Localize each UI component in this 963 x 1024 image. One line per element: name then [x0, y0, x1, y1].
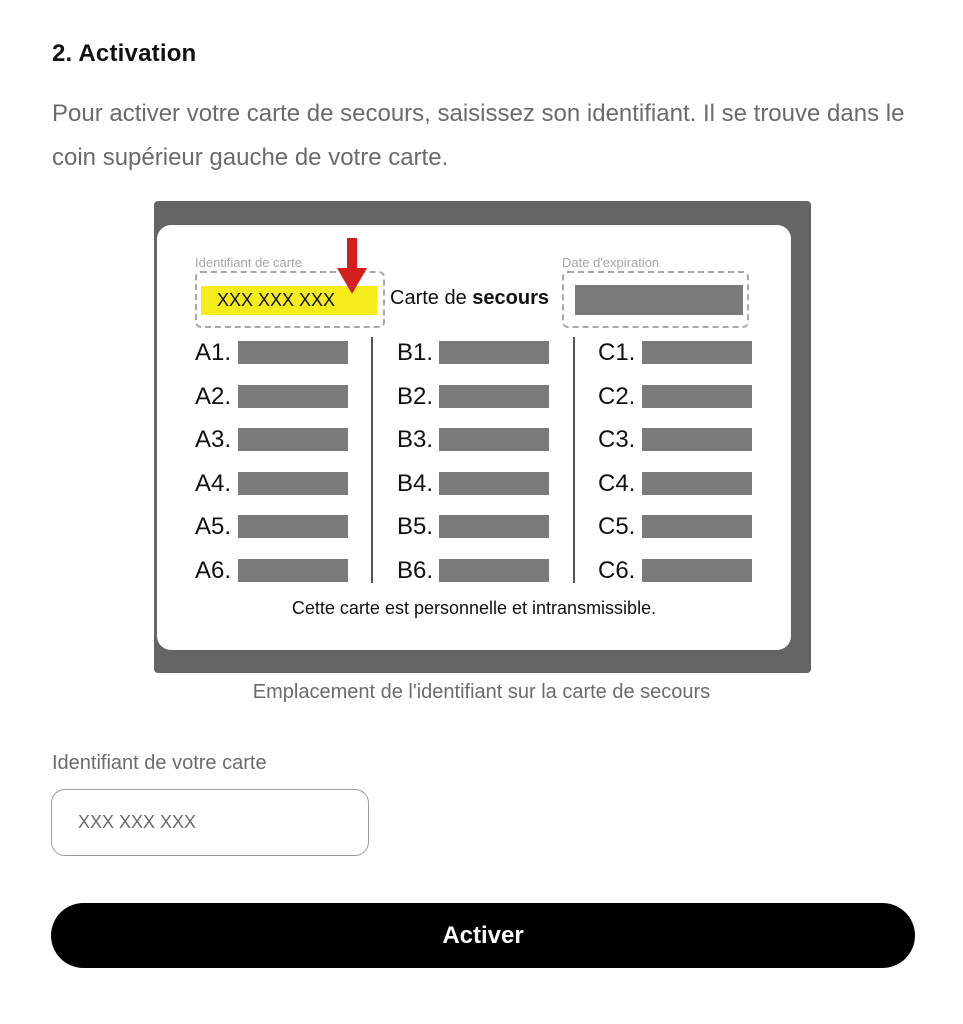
code-redacted	[439, 515, 549, 538]
code-label: A5.	[195, 513, 232, 540]
code-row	[195, 470, 375, 514]
code-label: C5.	[598, 513, 636, 540]
code-row	[598, 383, 778, 427]
code-column-b	[397, 339, 577, 600]
code-redacted	[439, 385, 549, 408]
code-label: C2.	[598, 382, 636, 410]
code-column-a	[195, 339, 375, 600]
code-row	[598, 426, 778, 470]
code-row	[598, 339, 778, 383]
card-id-input[interactable]	[51, 789, 369, 856]
code-label: B2.	[397, 382, 434, 410]
code-label: A4.	[195, 469, 232, 497]
code-redacted	[642, 472, 752, 495]
code-label: A1.	[195, 339, 232, 366]
code-redacted	[642, 341, 752, 364]
code-label: C4.	[598, 469, 636, 497]
code-label: B6.	[397, 556, 434, 584]
intro-text: Pour activer votre carte de secours, saisissez son identifiant. Il se trouve dans le coin supérieur gauche de votre carte.	[52, 100, 905, 171]
code-row	[397, 557, 577, 601]
code-row	[195, 557, 375, 601]
rescue-card	[157, 225, 791, 650]
code-redacted	[238, 341, 348, 364]
code-row	[598, 557, 778, 601]
image-caption: Emplacement de l'identifiant sur la carte de secours	[252, 681, 711, 703]
code-redacted	[642, 385, 752, 408]
code-label: B4.	[397, 469, 434, 497]
card-id-label: Identifiant de carte	[195, 255, 302, 270]
code-redacted	[439, 341, 549, 364]
expiration-value-redacted	[575, 285, 743, 315]
code-label: B1.	[397, 339, 434, 366]
code-row	[195, 339, 375, 383]
code-redacted	[238, 515, 348, 538]
code-redacted	[238, 559, 348, 582]
code-row	[598, 470, 778, 514]
card-illustration	[154, 201, 811, 673]
code-redacted	[642, 428, 752, 451]
code-label: A3.	[195, 426, 232, 453]
code-redacted	[238, 428, 348, 451]
card-footer-text: Cette carte est personnelle et intransmissible.	[291, 598, 657, 618]
code-row	[195, 426, 375, 470]
code-redacted	[439, 428, 549, 451]
card-id-value: XXX XXX XXX	[201, 286, 377, 315]
code-redacted	[642, 515, 752, 538]
code-row	[195, 513, 375, 557]
code-row	[598, 513, 778, 557]
column-divider	[573, 337, 575, 583]
code-label: B5.	[397, 513, 434, 540]
card-heading-bold: secours	[472, 287, 549, 309]
code-row	[195, 383, 375, 427]
code-label: C1.	[598, 339, 636, 366]
code-redacted	[642, 559, 752, 582]
code-row	[397, 470, 577, 514]
code-label: C6.	[598, 556, 636, 584]
code-row	[397, 426, 577, 470]
activate-button[interactable]: Activer	[51, 903, 915, 968]
code-column-c	[598, 339, 778, 600]
expiration-label: Date d'expiration	[562, 255, 660, 270]
code-label: C3.	[598, 426, 636, 453]
code-redacted	[238, 385, 348, 408]
code-label: A2.	[195, 382, 232, 410]
code-row	[397, 383, 577, 427]
code-label: A6.	[195, 556, 232, 584]
code-label: B3.	[397, 426, 434, 453]
card-heading	[390, 287, 549, 310]
code-redacted	[238, 472, 348, 495]
code-redacted	[439, 472, 549, 495]
down-arrow-icon	[337, 238, 367, 296]
code-redacted	[439, 559, 549, 582]
card-heading-prefix: Carte de	[390, 287, 467, 309]
card-id-field-label: Identifiant de votre carte	[52, 752, 267, 774]
code-row	[397, 513, 577, 557]
column-divider	[371, 337, 373, 583]
code-row	[397, 339, 577, 383]
section-title: 2. Activation	[52, 40, 197, 67]
